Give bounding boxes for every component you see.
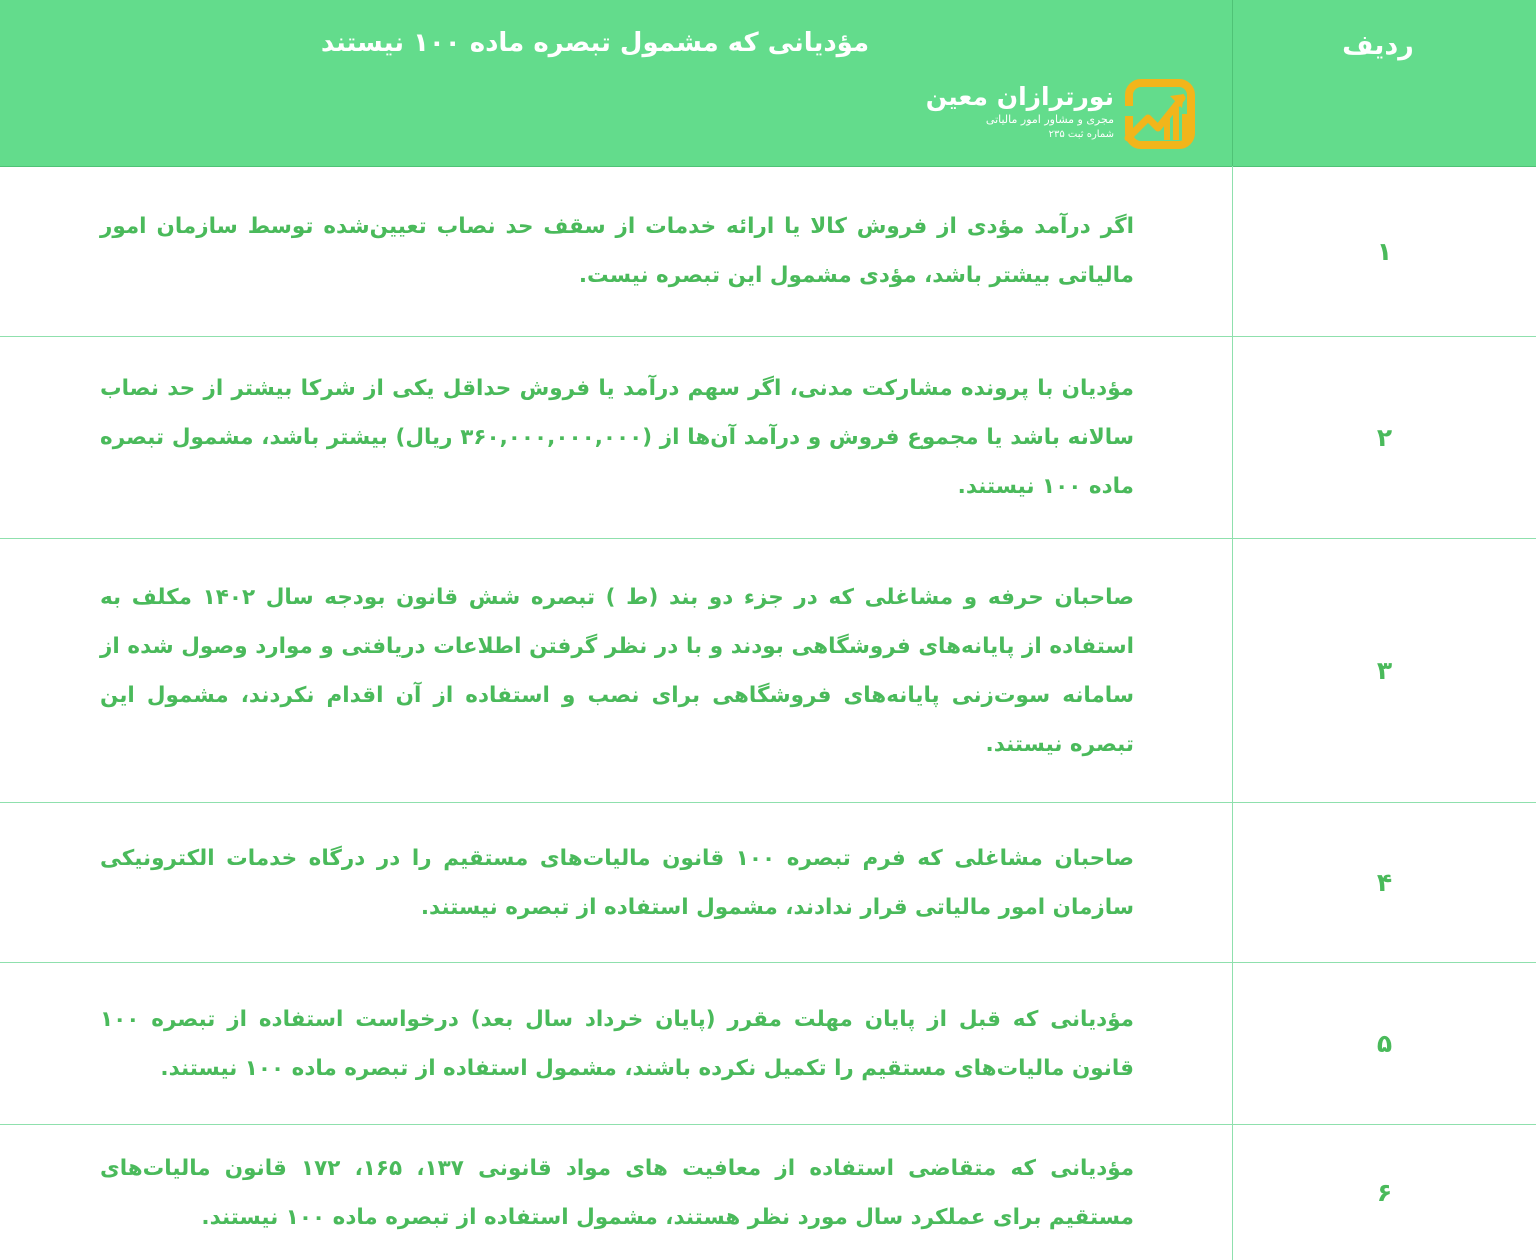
chart-growth-logo-icon bbox=[1124, 78, 1200, 152]
row-number: ۶ bbox=[1376, 1178, 1393, 1207]
logo-registration: شماره ثبت ۲۳۵ bbox=[1048, 129, 1114, 140]
row-text bbox=[100, 539, 1134, 802]
table-row bbox=[0, 166, 1536, 337]
row-text-content: مؤدیانی که قبل از پایان مهلت مقرر (پایان خرداد سال بعد) درخواست استفاده از تبصره ۱۰۰ قانون مالیات‌های مستقیم را تکمیل نکرده باشند، مشمول استفاده از تبصره ماده ۱۰۰ نیستند. bbox=[100, 1006, 1134, 1081]
row-text-content: مؤدیانی که متقاضی استفاده از معافیت های مواد قانونی ۱۳۷، ۱۶۵، ۱۷۲ قانون مالیات‌های مستقیم برای عملکرد سال مورد نظر هستند، مشمول استفاده از تبصره ماده ۱۰۰ نیستند. bbox=[100, 1155, 1135, 1230]
header-index-label: ردیف bbox=[1342, 30, 1414, 61]
header-column-divider bbox=[1232, 0, 1233, 166]
header-title: مؤدیانی که مشمول تبصره ماده ۱۰۰ نیستند bbox=[320, 28, 870, 58]
table-header-row bbox=[0, 0, 1536, 167]
table-row bbox=[0, 803, 1536, 963]
row-number: ۵ bbox=[1376, 1029, 1393, 1058]
logo-text-block bbox=[914, 82, 1114, 142]
row-text-content: اگر درآمد مؤدی از فروش کالا یا ارائه خدمات از سقف حد نصاب تعیین‌شده توسط سازمان امور مالیاتی بیشتر باشد، مؤدی مشمول این تبصره نیست. bbox=[100, 214, 1134, 288]
row-text-content: مؤدیان با پرونده مشارکت مدنی، اگر سهم درآمد یا فروش حداقل یکی از شرکا بیشتر از حد نصاب سالانه باشد یا مجموع فروش و درآمد آن‌ها از (۳۶۰,۰۰۰,۰۰۰,۰۰۰ ریال) بیشتر باشد، مشمول تبصره ماده ۱۰۰ نیستند. bbox=[100, 376, 1135, 499]
table-row bbox=[0, 963, 1536, 1125]
row-text bbox=[100, 166, 1134, 336]
table-body bbox=[0, 166, 1536, 1260]
row-text bbox=[100, 1125, 1134, 1260]
row-text bbox=[100, 337, 1134, 538]
row-number: ۱ bbox=[1376, 236, 1393, 266]
row-text bbox=[100, 803, 1134, 962]
row-text-content: صاحبان مشاغلی که فرم تبصره ۱۰۰ قانون مالیات‌های مستقیم را در درگاه خدمات الکترونیکی سازمان امور مالیاتی قرار ندادند، مشمول استفاده از تبصره نیستند. bbox=[100, 845, 1134, 920]
row-number: ۳ bbox=[1376, 656, 1393, 685]
row-number: ۲ bbox=[1376, 423, 1393, 452]
logo-tagline: مجری و مشاور امور مالیاتی bbox=[985, 113, 1114, 126]
logo-name: نورترازان معین bbox=[925, 82, 1114, 111]
row-text-content: صاحبان حرفه و مشاغلی که در جزء دو بند (ط ) تبصره شش قانون بودجه سال ۱۴۰۲ مکلف به استفاده از پایانه‌های فروشگاهی بودند و با در نظر گرفتن اطلاعات دریافتی و موارد وصول شده از سامانه سوت‌زنی پایانه‌های فروشگاهی برای نصب و استفاده از آن اقدام نکردند، مشمول این تبصره نیستند. bbox=[100, 584, 1134, 757]
row-number: ۴ bbox=[1376, 868, 1393, 897]
brand-logo bbox=[920, 78, 1200, 154]
row-text bbox=[100, 963, 1134, 1124]
table-row bbox=[0, 539, 1536, 803]
table-row bbox=[0, 337, 1536, 539]
table-row bbox=[0, 1125, 1536, 1260]
